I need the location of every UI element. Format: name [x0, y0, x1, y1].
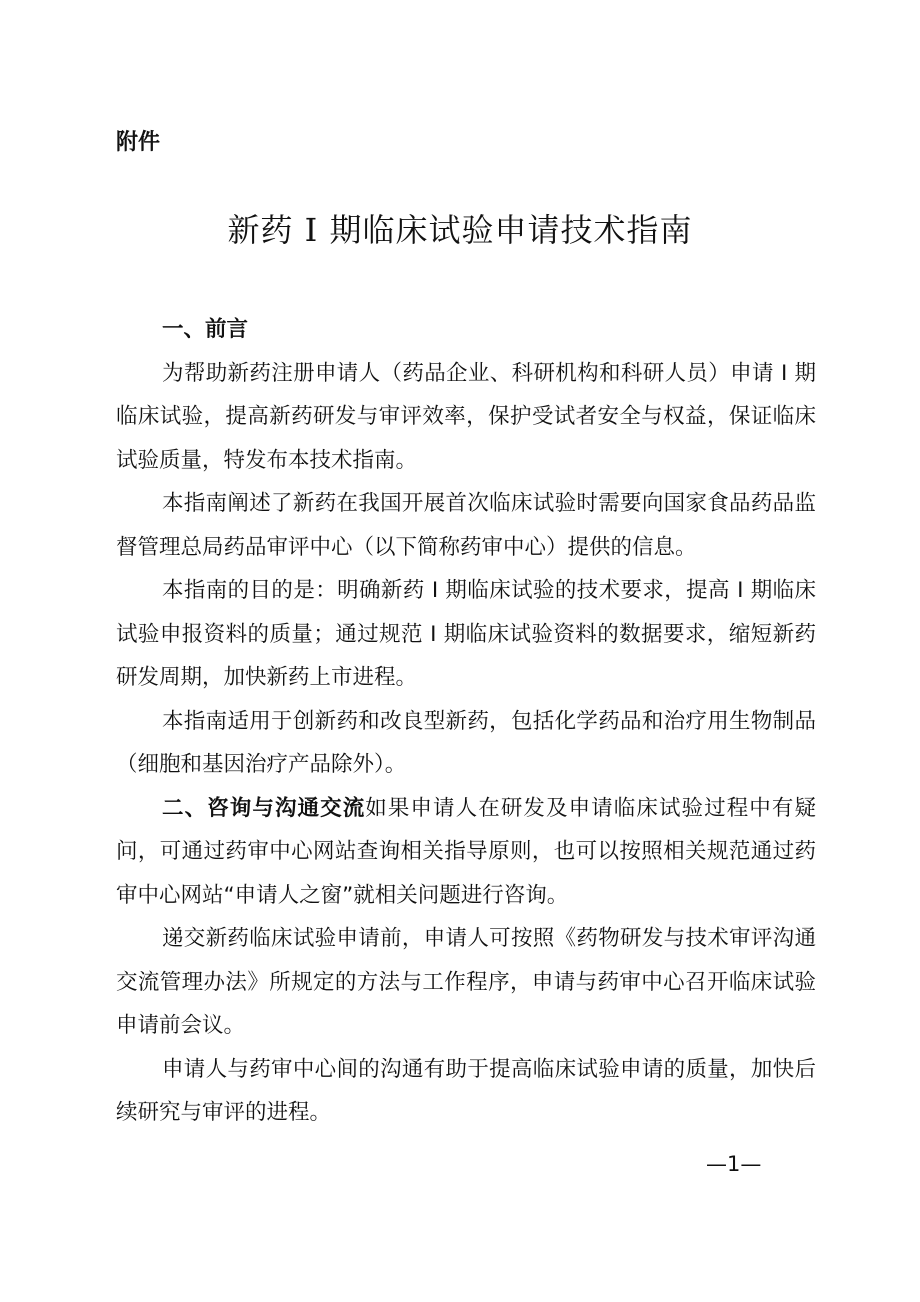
paragraph: 申请人与药审中心间的沟通有助于提高临床试验申请的质量，加快后续研究与审评的进程。: [116, 1056, 816, 1125]
paragraph: 为帮助新药注册申请人（药品企业、科研机构和科研人员）申请 I 期临床试验，提高新药研发与审评效率，保护受试者安全与权益，保证临床试验质量，特发布本技术指南。: [116, 360, 816, 473]
paragraph: 本指南适用于创新药和改良型新药，包括化学药品和治疗用生物制品（细胞和基因治疗产品除外）。: [116, 708, 816, 777]
section-heading-preface: 一、前言: [162, 317, 249, 342]
paragraph: 本指南的目的是：明确新药 I 期临床试验的技术要求，提高 I 期临床试验申报资料的质量；通过规范 I 期临床试验资料的数据要求，缩短新药研发周期，加快新药上市进程。: [116, 578, 816, 690]
paragraph: 本指南阐述了新药在我国开展首次临床试验时需要向国家食品药品监督管理总局药品审评中心（以下简称药审中心）提供的信息。: [116, 491, 816, 560]
paragraph: 递交新药临床试验申请前，申请人可按照《药物研发与技术审评沟通交流管理办法》所规定的方法与工作程序，申请与药审中心召开临床试验申请前会议。: [116, 926, 816, 1038]
document-body: [116, 308, 816, 1135]
section-consultation-paragraph: [116, 787, 816, 918]
page-number: —1—: [706, 1152, 762, 1176]
attachment-label: 附件: [116, 130, 161, 155]
document-title: 新药 I 期临床试验申请技术指南: [227, 211, 693, 249]
section-heading-consultation: 二、咨询与沟通交流: [162, 795, 366, 821]
consultation-lead-text: 如果申请人在研发及申请临床试验过程中有疑问，可通过药审中心网站查询相关指导原则，也可以按照相关规范通过药审中心网站“申请人之窗”就相关问题进行咨询。: [116, 795, 816, 908]
